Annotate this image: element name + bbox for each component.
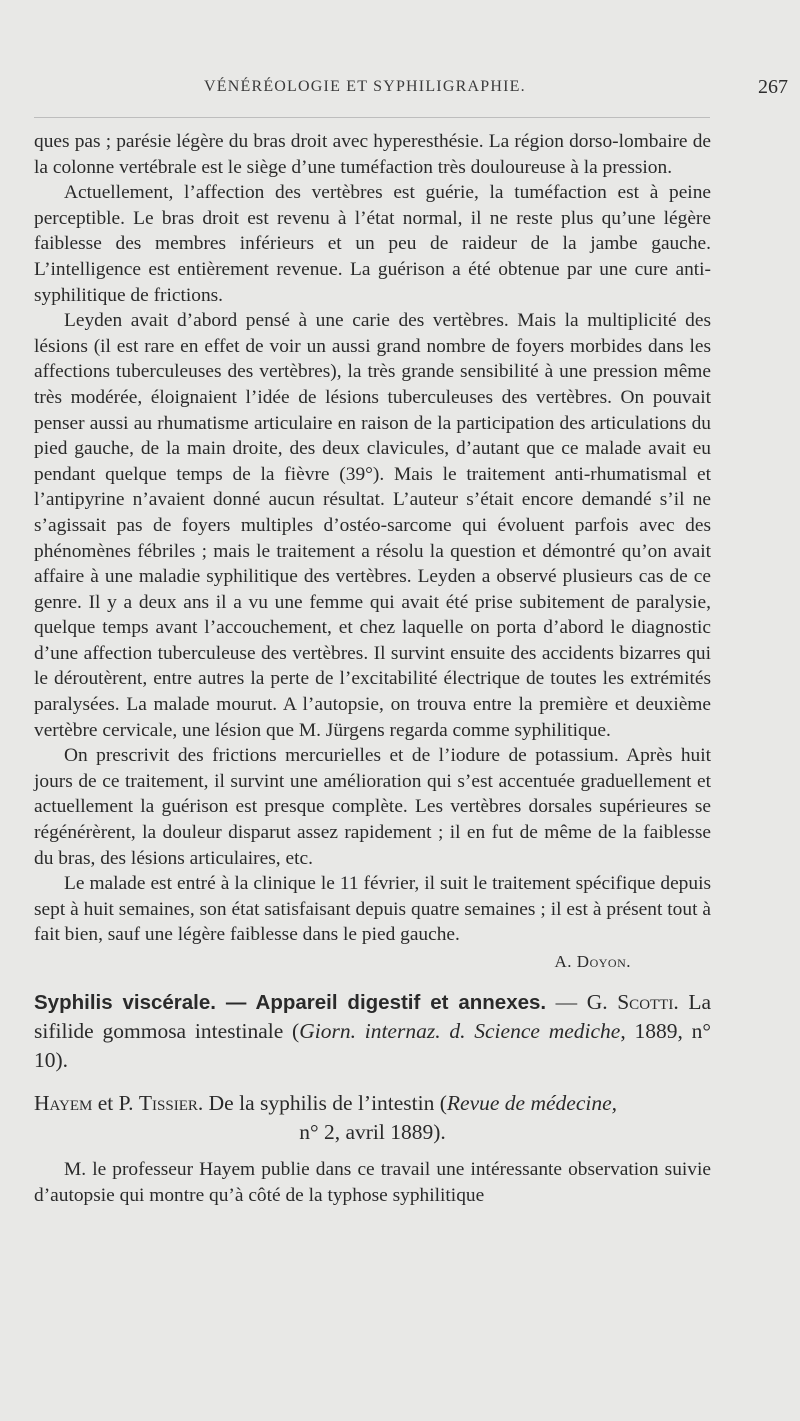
reference-author-2: Tissier. (138, 1091, 204, 1115)
signature-name: Doyon. (576, 952, 631, 971)
section-citation: , 1889, n° 10). (34, 1019, 711, 1072)
section-dash: — (546, 990, 587, 1014)
reference-author-1: Hayem (34, 1091, 93, 1115)
paragraph: On prescrivit des frictions mercurielles et de l’iodure de potassium. Après huit jours de ce traitement, il survint une amélioration qui s’est accentuée graduellement et actuellement la guérison est presque complète. Les vertèbres dorsales supérieures se régénérèrent, la douleur disparut assez rapidement ; il en fut de même de la faiblesse du bras, des lésions articulaires, etc. (34, 745, 711, 869)
body-text (34, 129, 711, 1208)
paragraph: Leyden avait d’abord pensé à une carie des vertèbres. Mais la multiplicité des lésions (il est rare en effet de voir un aussi grand nombre de foyers morbides dans les affections tuberculeuses des vertèbres), la très grande sensibilité à une pression même très modérée, éloignaient l’idée de lésions tuberculeuses des vertèbres. On pouvait penser aussi au rhumatisme articulaire en raison de la participation des articulations du pied gauche, de la main droite, des deux clavicules, d’autant que ce malade avait eu pendant quelque temps de la fièvre (39°). Mais le traitement anti-rhumatismal et l’antipyrine n’avaient donné aucun résultat. L’auteur s’était encore demandé s’il ne s’agissait pas de foyers multiples d’ostéo-sarcome qui évoluent parfois avec des phénomènes fébriles ; mais le traitement a résolu la question et démontré qu’on avait affaire à une maladie syphilitique des vertèbres. Leyden a observé plusieurs cas de ce genre. Il y a deux ans il a vu une femme qui avait été prise subitement de paralysie, quelque temps avant l’accouchement, et chez laquelle on porta d’abord le diagnostic d’une affection tuberculeuse des vertèbres. Il survint ensuite des accidents bizarres qui le déroutèrent, entre autres la perte de l’excitabilité électrique de toutes les extrémités paralysées. La malade mourut. A l’autopsie, on trouva entre la première et deuxième vertèbre cervicale, une lésion que M. Jürgens regarda comme syphilitique. (34, 310, 711, 741)
section-heading: Syphilis viscérale. — Appareil digestif et annexes. (34, 991, 547, 1014)
paragraph: Le malade est entré à la clinique le 11 février, il suit le traitement spécifique depuis sept à huit semaines, son état satisfaisant depuis quatre semaines ; il est à présent tout à fait bien, sauf une légère faiblesse dans le pied gauche. (34, 873, 711, 946)
page-number: 267 (758, 76, 788, 98)
section-title: La sifilide gommosa intestinale ( (34, 990, 711, 1043)
signature-initial: A. (554, 952, 573, 971)
paragraph: ques pas ; parésie légère du bras droit avec hyperesthésie. La région dorso-lombaire de la colonne vertébrale est le siège d’une tuméfaction très douloureuse à la pression. (34, 131, 711, 178)
abstract-paragraph: M. le professeur Hayem publie dans ce travail une intéressante observation suivie d’autopsie qui montre qu’à côté de la typhose syphilitique (34, 1159, 711, 1206)
section-journal: Giorn. internaz. d. Science mediche (299, 1019, 621, 1043)
reference-citation: n° 2, avril 1889). (299, 1120, 446, 1144)
signature (34, 950, 711, 974)
header-rule (34, 117, 710, 118)
reference-journal: Revue de médecine, (446, 1091, 618, 1115)
page-header (34, 76, 788, 104)
running-title: VÉNÉRÉOLOGIE ET SYPHILIGRAPHIE. (204, 78, 526, 95)
reference-title: De la syphilis de l’intestin ( (203, 1091, 447, 1115)
section-heading-entry (34, 988, 711, 1075)
reference-conjunction: et P. (92, 1091, 139, 1115)
paragraph: Actuellement, l’affection des vertèbres est guérie, la tuméfaction est à peine perceptible. Le bras droit est revenu à l’état normal, il ne reste plus qu’une légère faiblesse des membres inférieurs et un peu de raideur de la jambe gauche. L’intelligence est entièrement revenue. La guérison a été obtenue par une cure anti-syphilitique de frictions. (34, 182, 711, 306)
reference-entry (34, 1089, 711, 1147)
section-author: G. Scotti. (586, 990, 679, 1014)
